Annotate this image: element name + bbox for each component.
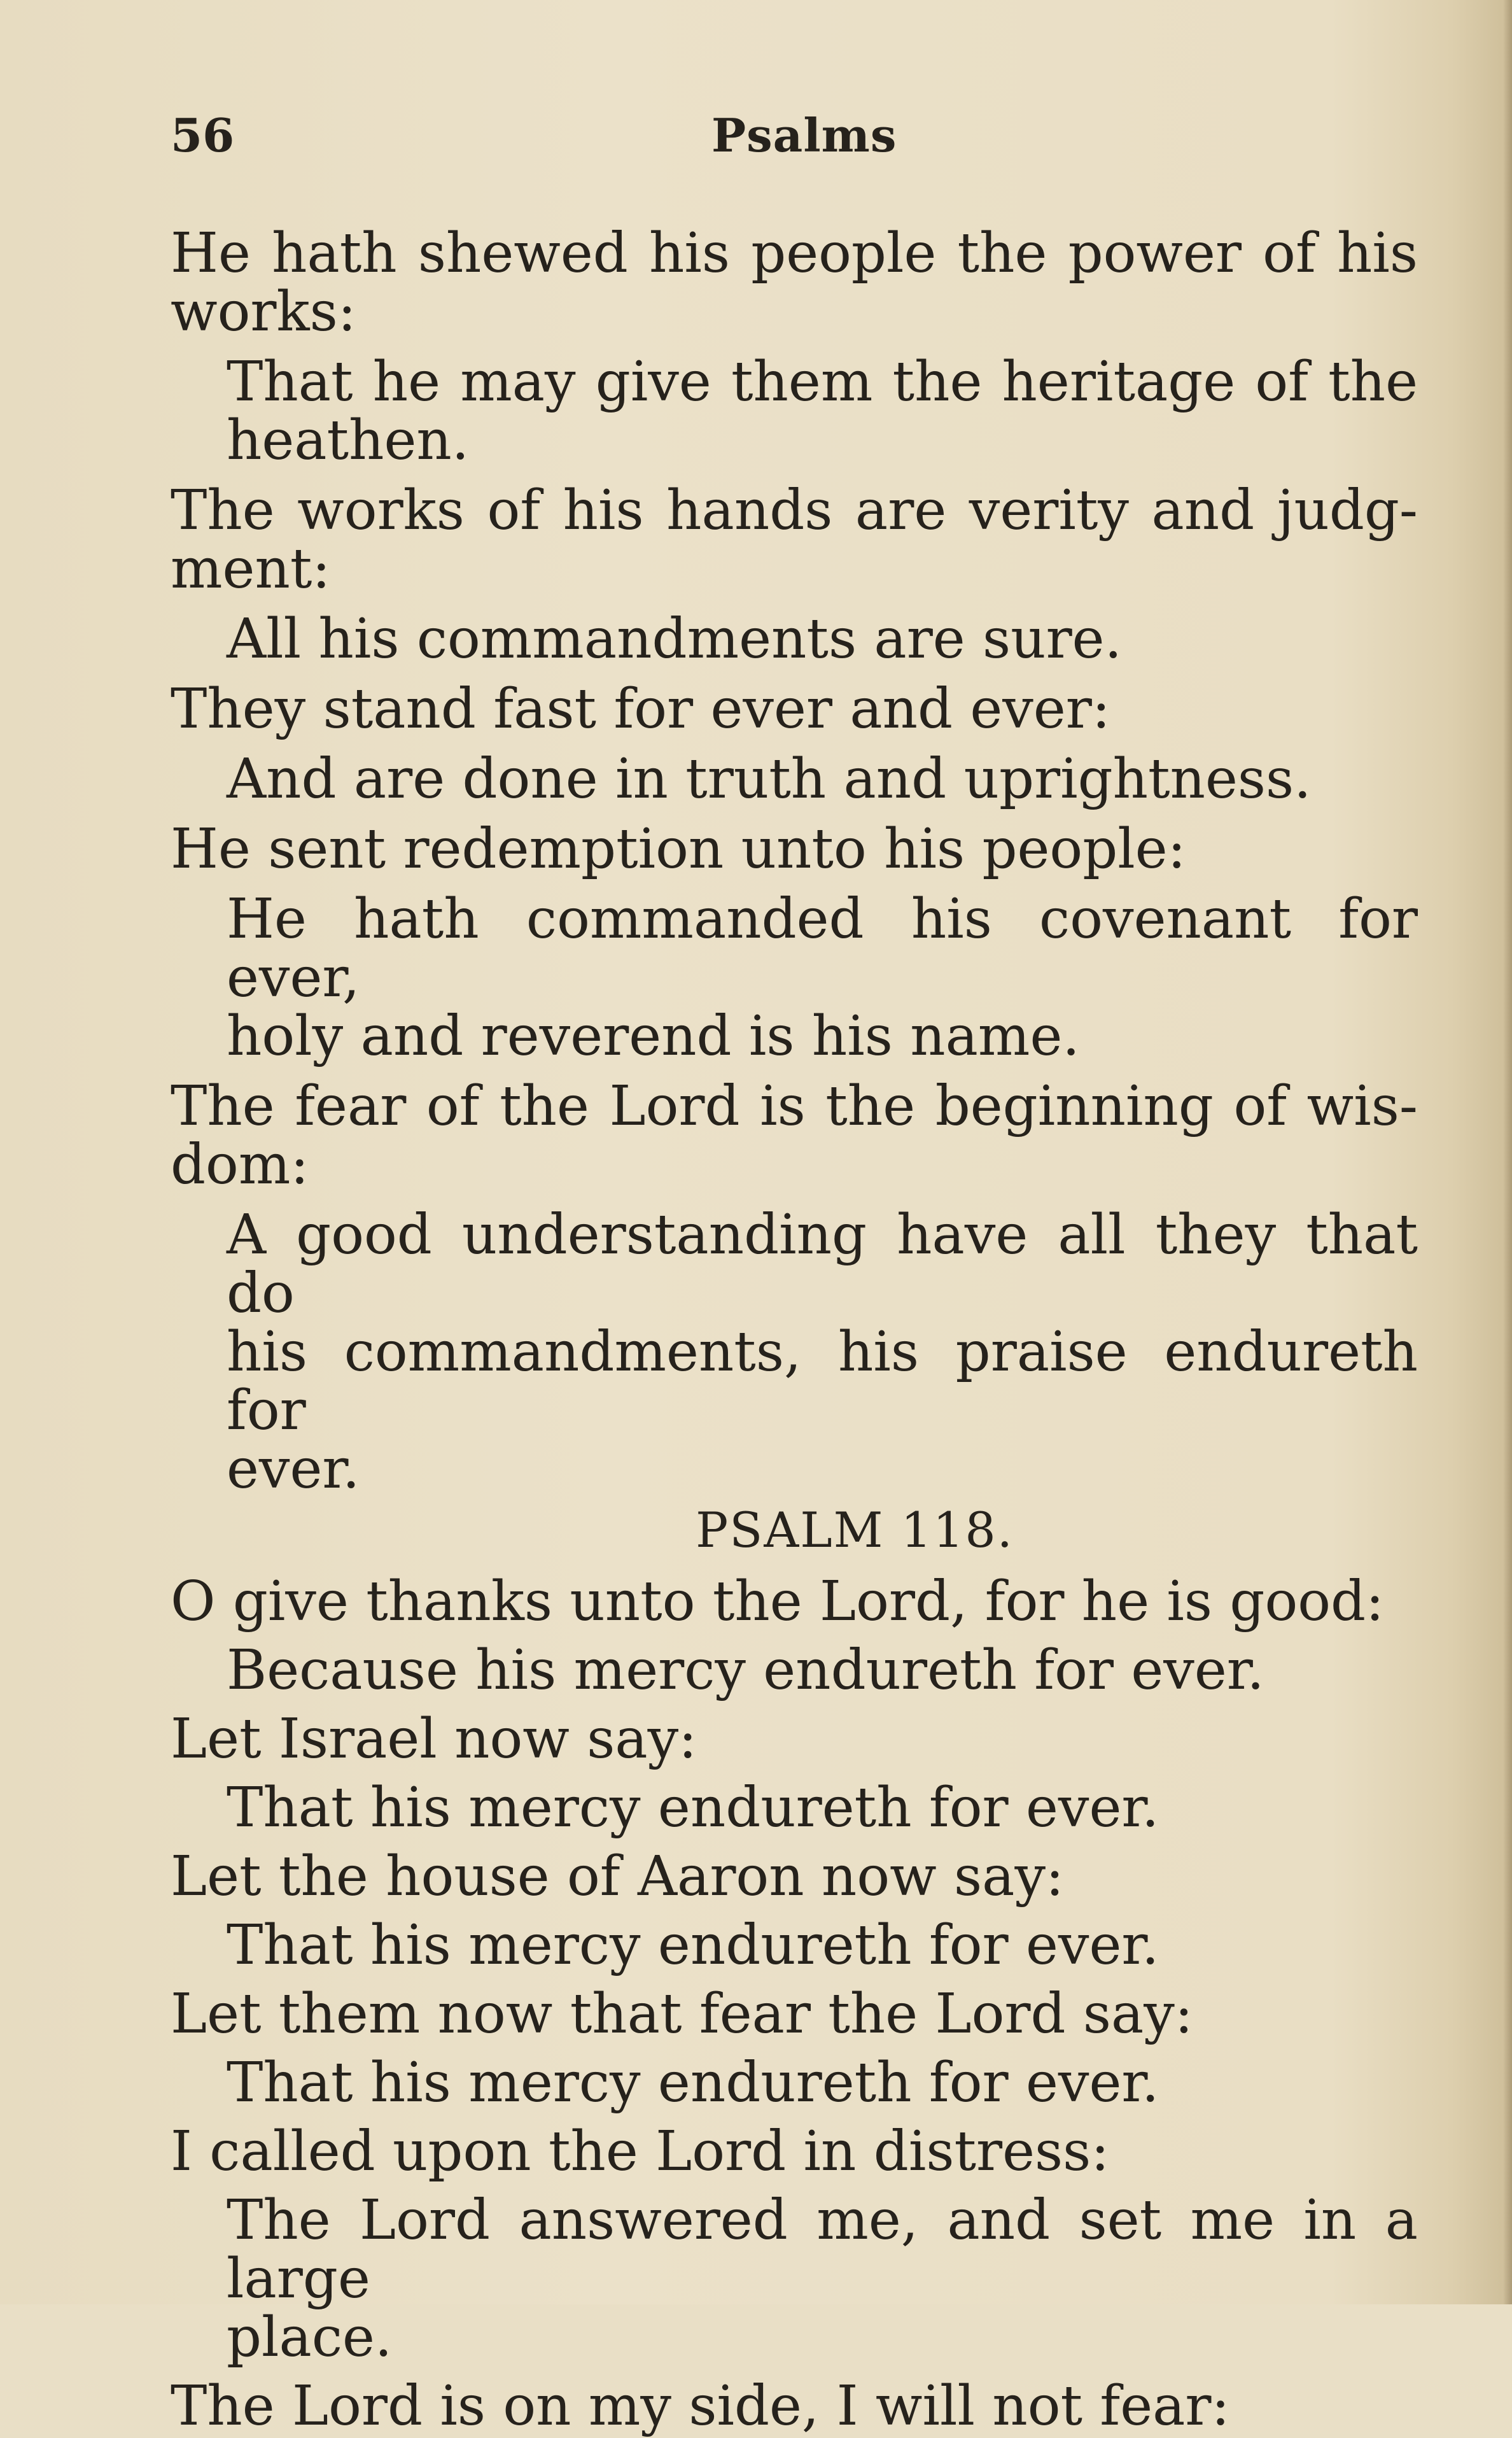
verse-response-line: A good understanding have all they that do <box>227 1203 1418 1325</box>
verse-line: Let the house of Aaron now say: <box>171 1845 1065 1908</box>
verse-response-line: That his mercy endureth for ever. <box>227 1776 1159 1840</box>
verse-response-line: ever. <box>227 1437 360 1501</box>
verse-response-line: That his mercy endureth for ever. <box>227 2051 1159 2115</box>
psalm-heading: PSALM 118. <box>696 1502 1014 1558</box>
verse-line: O give thanks unto the Lord, for he is good: <box>171 1570 1385 1633</box>
verse-line: The fear of the Lord is the beginning of wis- <box>171 1075 1418 1138</box>
verse-line: He sent redemption unto his people: <box>171 817 1186 881</box>
verse-response-line: place. <box>227 2306 393 2369</box>
verse-line: The Lord is on my side, I will not fear: <box>171 2374 1230 2438</box>
verse-response-line: All his commandments are sure. <box>227 607 1122 671</box>
verse-line: ment: <box>171 537 331 601</box>
verse-line: works: <box>171 280 356 344</box>
verse-response-line: That his mercy endureth for ever. <box>227 1913 1159 1977</box>
verse-response-line: He hath commanded his covenant for ever, <box>227 887 1418 1010</box>
running-head: Psalms <box>711 108 897 162</box>
page-edge-shadow <box>1503 0 1512 2304</box>
page-number: 56 <box>171 108 235 162</box>
verse-line: Let them now that fear the Lord say: <box>171 1982 1193 2046</box>
verse-line: He hath shewed his people the power of his <box>171 222 1418 285</box>
verse-line: The works of his hands are verity and judg- <box>171 479 1418 542</box>
verse-line: I called upon the Lord in distress: <box>171 2120 1110 2183</box>
verse-response-line: holy and reverend is his name. <box>227 1004 1080 1068</box>
verse-response-line: heathen. <box>227 409 470 472</box>
verse-response-line: And are done in truth and uprightness. <box>227 747 1312 811</box>
verse-response-line: his commandments, his praise endureth for <box>227 1320 1418 1442</box>
verse-line: Let Israel now say: <box>171 1707 697 1771</box>
verse-response-line: Because his mercy endureth for ever. <box>227 1638 1264 1702</box>
verse-response-line: The Lord answered me, and set me in a large <box>227 2188 1418 2311</box>
page-header <box>171 108 1418 166</box>
verse-response-line: That he may give them the heritage of the <box>227 350 1418 414</box>
verse-line: dom: <box>171 1133 309 1197</box>
verse-line: They stand fast for ever and ever: <box>171 677 1110 741</box>
psalm-text <box>171 222 1418 2438</box>
